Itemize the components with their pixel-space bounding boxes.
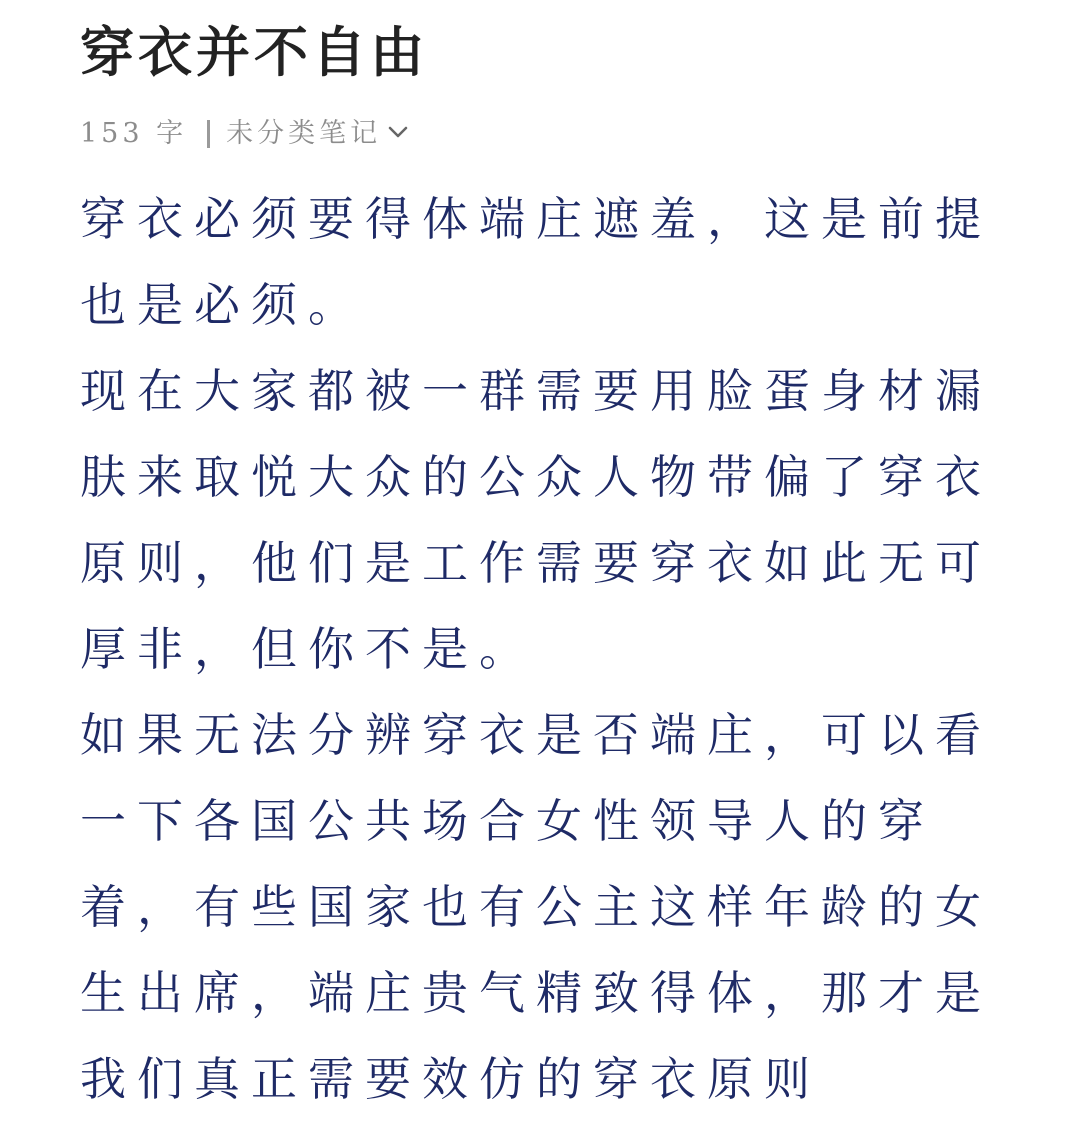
paragraph: 现在大家都被一群需要用脸蛋身材漏肤来取悦大众的公众人物带偏了穿衣原则，他们是工作需要穿衣如此无可厚非，但你不是。 [80, 364, 992, 676]
chevron-down-icon [387, 119, 409, 141]
note-header [80, 0, 1000, 150]
meta-divider [207, 120, 210, 148]
paragraph: 穿衣必须要得体端庄遮羞，这是前提也是必须。 [80, 192, 992, 332]
note-body[interactable] [80, 176, 1000, 1122]
word-count: 153 字 [80, 117, 188, 149]
note-meta [80, 110, 1000, 150]
category-label: 未分类笔记 [226, 117, 382, 149]
paragraph: 如果无法分辨穿衣是否端庄，可以看一下各国公共场合女性领导人的穿着，有些国家也有公主这样年龄的女生出席，端庄贵气精致得体，那才是我们真正需要效仿的穿衣原则 [80, 708, 992, 1106]
category-selector[interactable] [226, 111, 409, 150]
note-title[interactable]: 穿衣并不自由 [80, 20, 428, 84]
